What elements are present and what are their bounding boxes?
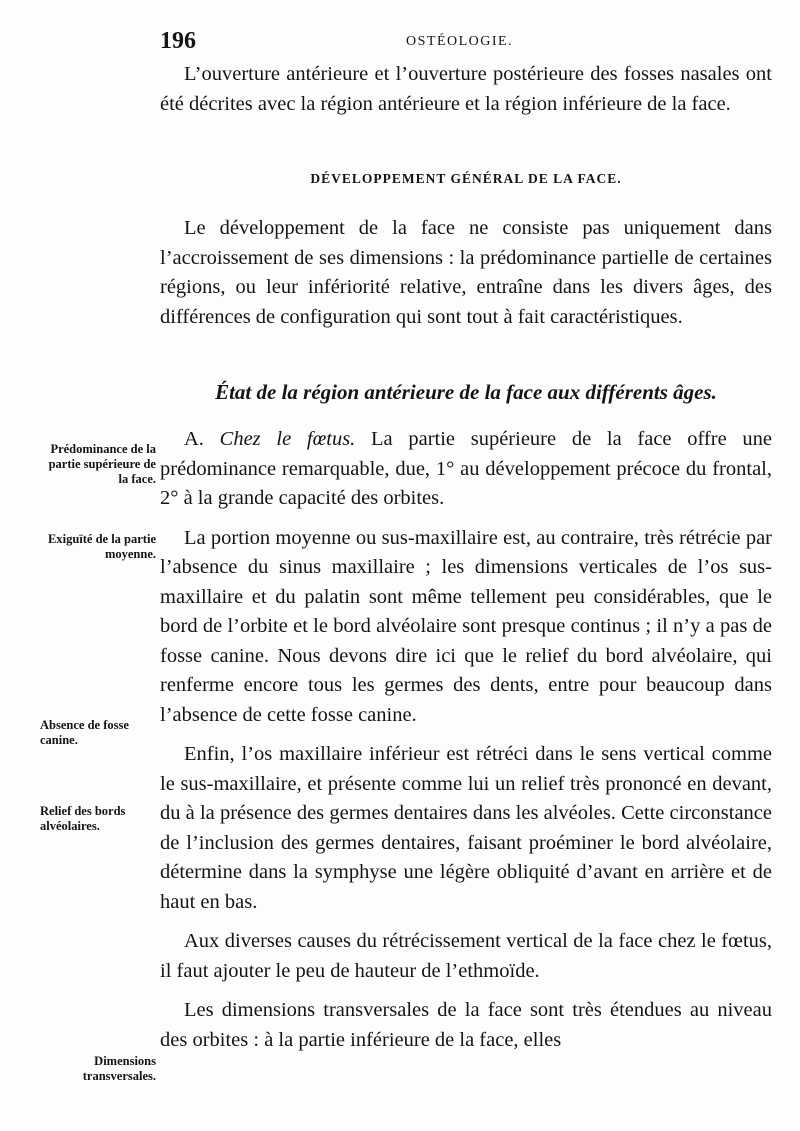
para-a-label: A. xyxy=(184,428,204,450)
margin-note-predominance: Prédominance de la partie supérieure de la face. xyxy=(48,442,156,486)
page-number: 196 xyxy=(160,28,196,54)
para-a-italic: Chez le fœtus. xyxy=(219,428,356,450)
intro-paragraph: L’ouverture antérieure et l’ouverture postérieure des fosses nasales ont été décrites avec la région antérieure et la région inférieure de la face. xyxy=(160,63,772,115)
body-block xyxy=(160,425,772,1055)
subsection-title: État de la région antérieure de la face aux différents âges. xyxy=(215,380,717,404)
fetus-paragraph xyxy=(160,425,772,514)
mandible-paragraph: Enfin, l’os maxillaire inférieur est rétréci dans le sens vertical comme le sus-maxillaire, et présente comme lui un relief très prononcé en devant, du à la présence des germes dentaires dans les alvéoles. Cette circonstance de l’inclusion des germes dentaires, faisant proéminer le bord alvéolaire, détermine dans la symphyse une légère obliquité d’avant en arrière et de haut en bas. xyxy=(160,743,772,913)
causes-paragraph: Aux diverses causes du rétrécissement vertical de la face chez le fœtus, il faut ajouter le peu de hauteur de l’ethmoïde. xyxy=(160,930,772,982)
page-header xyxy=(160,28,770,52)
development-block xyxy=(160,214,772,332)
margin-note-exiguite: Exiguïté de la partie moyenne. xyxy=(48,532,156,561)
para-a-text: La partie supérieure de la face offre une prédominance remarquable, due, 1° au développement précoce du frontal, 2° à la grande capacité des orbites. xyxy=(160,428,773,509)
running-title: OSTÉOLOGIE. xyxy=(406,34,514,49)
section-title: DÉVELOPPEMENT GÉNÉRAL DE LA FACE. xyxy=(310,171,622,186)
dimensions-paragraph: Les dimensions transversales de la face sont très étendues au niveau des orbites : à la partie inférieure de la face, elles xyxy=(160,999,772,1051)
intro-block xyxy=(160,60,772,119)
middle-portion-paragraph: La portion moyenne ou sus-maxillaire est, au contraire, très rétrécie par l’absence du sinus maxillaire ; les dimensions verticales de l’os sus-maxillaire et du palatin sont même tellement peu considérables, que le bord de l’orbite et le bord alvéolaire sont presque continus ; il n’y a pas de fosse canine. Nous devons dire ici que le relief du bord alvéolaire, qui renferme encore tous les germes des dents, entre pour beaucoup dans l’absence de cette fosse canine. xyxy=(160,526,772,726)
margin-note-relief: Relief des bords alvéolaires. xyxy=(40,804,126,833)
margin-note-absence: Absence de fosse canine. xyxy=(40,718,129,747)
margin-note-dimensions: Dimensions transversales. xyxy=(82,1054,156,1083)
development-paragraph: Le développement de la face ne consiste pas uniquement dans l’accroissement de ses dimensions : la prédominance partielle de certaines régions, ou leur infériorité relative, entraîne dans les divers âges, des différences de configuration qui sont tout à fait caractéristiques. xyxy=(160,217,772,328)
